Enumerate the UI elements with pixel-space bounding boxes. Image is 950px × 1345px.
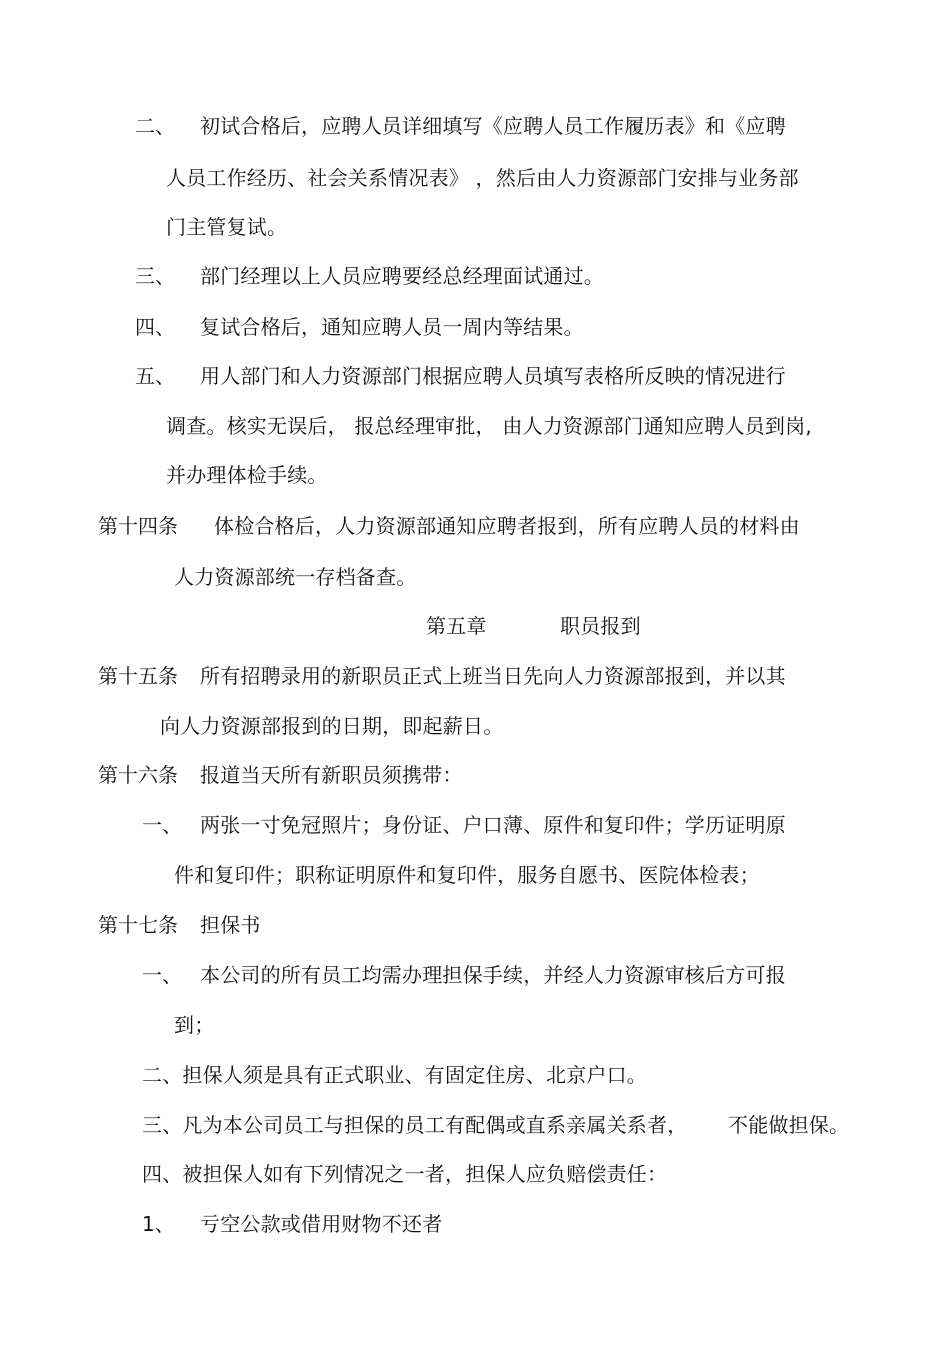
item-marker: 一、 (142, 813, 182, 837)
item-text-line: 复试合格后，通知应聘人员一周内等结果。 (200, 315, 584, 339)
article-text-line: 体检合格后，人力资源部通知应聘者报到，所有应聘人员的材料由 (214, 514, 800, 538)
item-text-line: 初试合格后，应聘人员详细填写《应聘人员工作履历表》和《应聘 (200, 114, 786, 138)
item-text-line: 两张一寸免冠照片；身份证、户口薄、原件和复印件；学历证明原 (200, 813, 786, 837)
chapter-title: 职员报到 (560, 614, 641, 638)
item-text-line: 四、被担保人如有下列情况之一者，担保人应负赔偿责任： (142, 1162, 668, 1186)
item-text-line: 件和复印件；职称证明原件和复印件，服务自愿书、医院体检表； (174, 863, 760, 887)
article-label: 第十六条 (98, 763, 178, 787)
item-marker: 三、 (135, 264, 175, 288)
item-text-line: 部门经理以上人员应聘要经总经理面试通过。 (200, 264, 604, 288)
item-text-line: 到； (174, 1013, 215, 1037)
article-label: 第十七条 (98, 913, 178, 937)
item-text-line: 用人部门和人力资源部门根据应聘人员填写表格所反映的情况进行 (200, 364, 786, 388)
item-marker: 一、 (142, 963, 182, 987)
item-text-line: 不能做担保。 (728, 1113, 850, 1137)
article-text-line: 人力资源部统一存档备查。 (174, 565, 417, 589)
item-marker: 1、 (142, 1212, 175, 1236)
article-label: 第十四条 (98, 514, 178, 538)
item-marker: 二、 (135, 114, 175, 138)
item-marker: 五、 (135, 364, 175, 388)
article-label: 第十五条 (98, 664, 178, 688)
article-title: 担保书 (200, 913, 261, 937)
item-text-line: 人员工作经历、社会关系情况表》 ，然后由人力资源部门安排与业务部 (166, 166, 799, 190)
article-text-line: 报道当天所有新职员须携带： (200, 763, 463, 787)
item-text-line: 门主管复试。 (166, 215, 288, 239)
article-text-line: 所有招聘录用的新职员正式上班当日先向人力资源部报到，并以其 (200, 664, 786, 688)
item-text-line: 并办理体检手续。 (166, 463, 328, 487)
article-text-line: 向人力资源部报到的日期，即起薪日。 (160, 714, 504, 738)
item-text-line: 亏空公款或借用财物不还者 (200, 1212, 443, 1236)
item-text-line: 二、担保人须是具有正式职业、有固定住房、北京户口。 (142, 1063, 647, 1087)
item-text-line: 本公司的所有员工均需办理担保手续，并经人力资源审核后方可报 (200, 963, 786, 987)
item-text-line: 三、凡为本公司员工与担保的员工有配偶或直系亲属关系者， (142, 1113, 688, 1137)
item-text-line: 调查。核实无误后， 报总经理审批， 由人力资源部门通知应聘人员到岗, (166, 414, 812, 438)
item-marker: 四、 (135, 315, 175, 339)
chapter-number: 第五章 (426, 614, 487, 638)
